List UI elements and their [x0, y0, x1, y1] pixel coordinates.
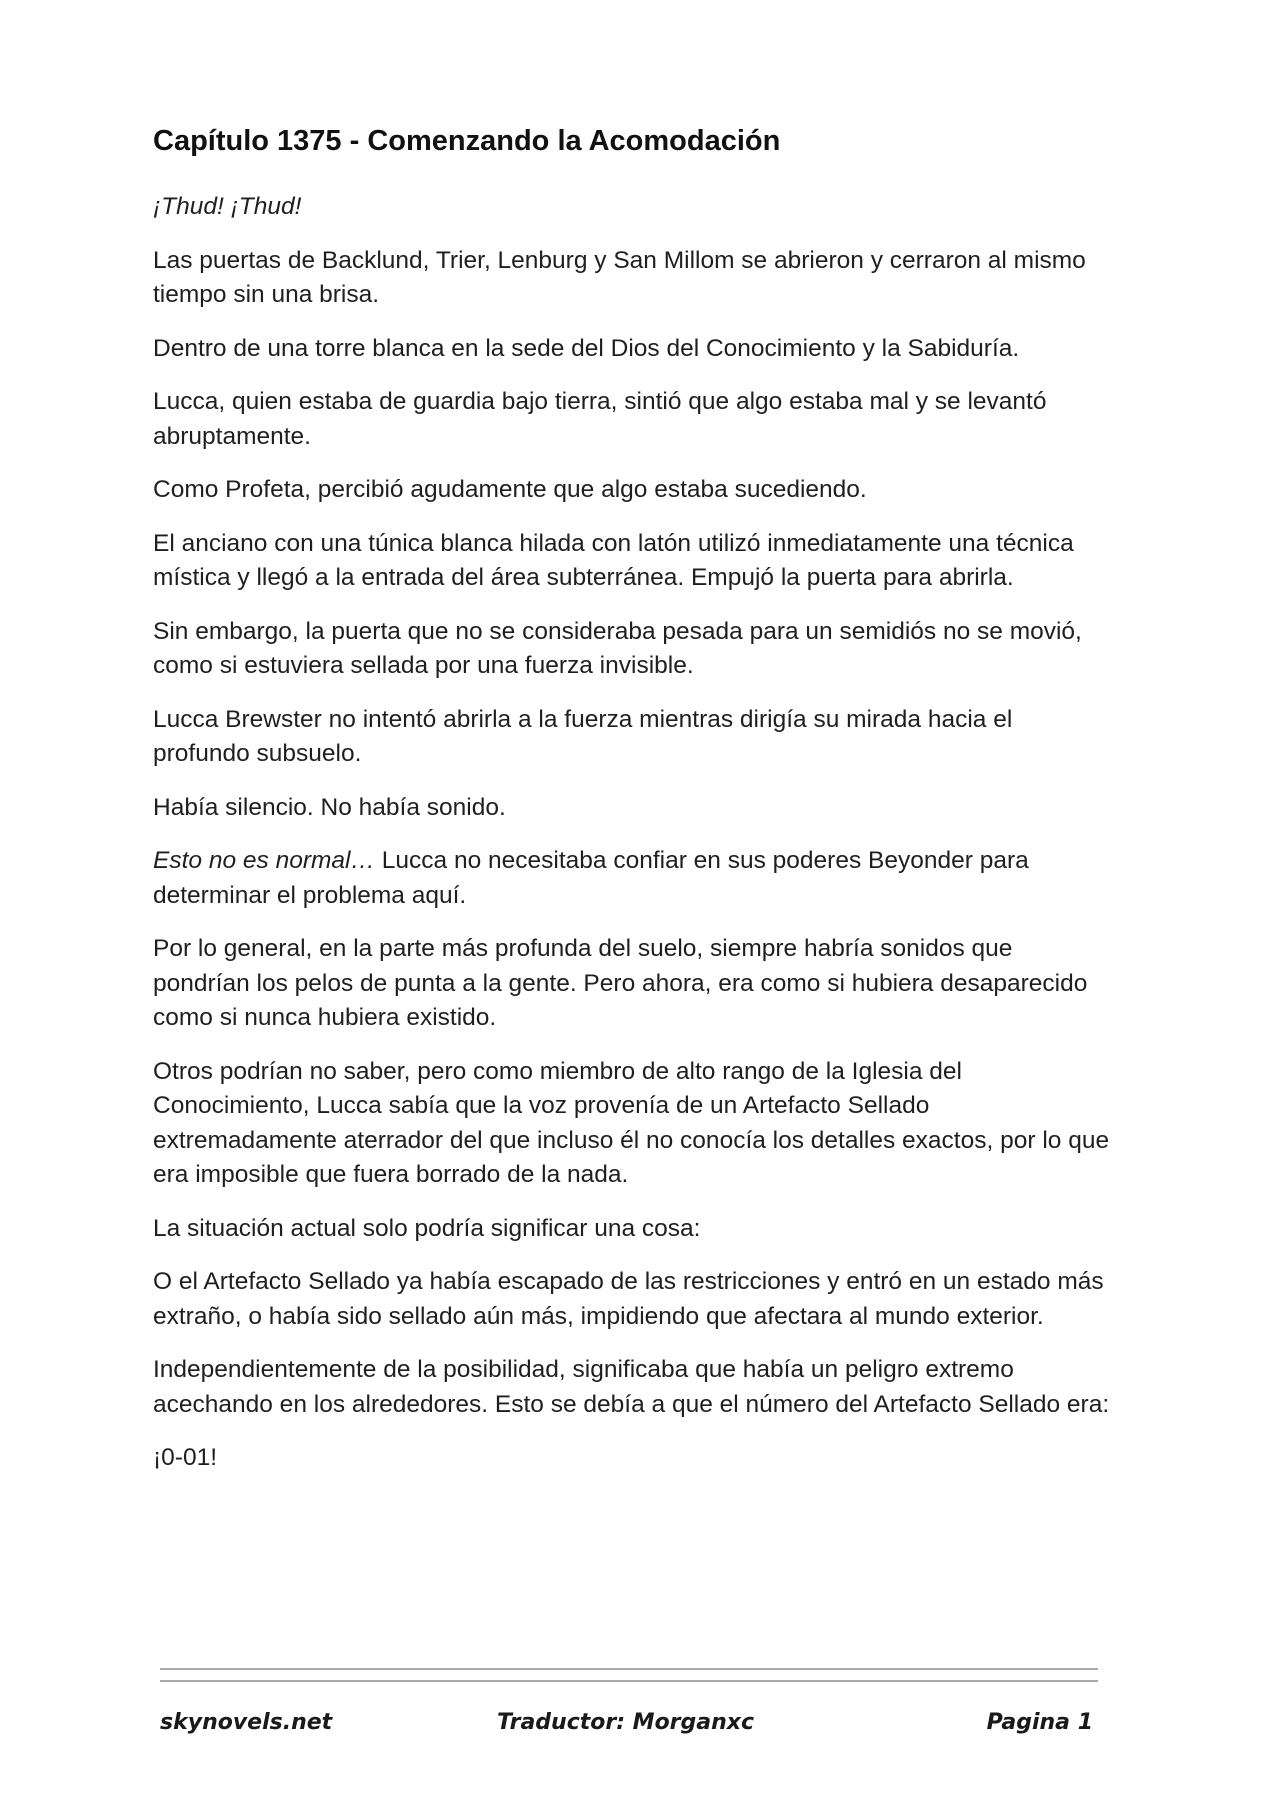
paragraph [153, 332, 1113, 367]
paragraph-text: El anciano con una túnica blanca hilada con latón utilizó inmediatamente una técnica mística y llegó a la entrada del área subterránea. Empujó la puerta para abrirla. [153, 529, 1074, 591]
footer-divider-top [160, 1668, 1098, 1670]
paragraph [153, 527, 1113, 596]
paragraph [153, 1212, 1113, 1247]
paragraph-italic-lead: Esto no es normal… [153, 847, 375, 874]
paragraph-list [153, 190, 1113, 1476]
paragraph-text: ¡0-01! [153, 1444, 218, 1471]
paragraph-text: La situación actual solo podría significar una cosa: [153, 1214, 701, 1242]
paragraph [153, 703, 1113, 772]
paragraph-text: Lucca Brewster no intentó abrirla a la fuerza mientras dirigía su mirada hacia el profundo subsuelo. [153, 705, 1013, 767]
paragraph [153, 844, 1113, 913]
paragraph [153, 1441, 1113, 1476]
paragraph [153, 1353, 1113, 1422]
paragraph-text: O el Artefacto Sellado ya había escapado de las restricciones y entró en un estado más extraño, o había sido sellado aún más, impidiendo que afectara al mundo exterior. [153, 1268, 1104, 1330]
paragraph [153, 385, 1113, 454]
paragraph-text: Por lo general, en la parte más profunda del suelo, siempre habría sonidos que pondrían los pelos de punta a la gente. Pero ahora, era como si hubiera desaparecido como si nunca hubiera existido. [153, 935, 1088, 1031]
paragraph-text: Lucca, quien estaba de guardia bajo tierra, sintió que algo estaba mal y se levantó abruptamente. [153, 388, 1047, 450]
paragraph-text: Había silencio. No había sonido. [153, 793, 506, 821]
paragraph-text: Como Profeta, percibió agudamente que algo estaba sucediendo. [153, 476, 867, 503]
page-footer [160, 1710, 1093, 1750]
paragraph [153, 791, 1113, 826]
paragraph-text: Lucca no necesitaba confiar en sus poderes Beyonder para determinar el problema aquí. [153, 847, 1029, 909]
chapter-title: Capítulo 1375 - Comenzando la Acomodación [153, 125, 781, 157]
paragraph-text: Sin embargo, la puerta que no se consideraba pesada para un semidiós no se movió, como si estuviera sellada por una fuerza invisible. [153, 617, 1082, 679]
paragraph-text: Las puertas de Backlund, Trier, Lenburg y San Millom se abrieron y cerraron al mismo tiempo sin una brisa. [153, 246, 1086, 308]
footer-divider-bottom [160, 1680, 1098, 1682]
paragraph [153, 1265, 1113, 1334]
footer-translator: Traductor: Morganxc [497, 1710, 755, 1735]
chapter-content [153, 120, 1113, 1495]
footer-site: skynovels.net [160, 1710, 333, 1735]
paragraph [153, 932, 1113, 1036]
paragraph [153, 473, 1113, 508]
paragraph-text: Dentro de una torre blanca en la sede del Dios del Conocimiento y la Sabiduría. [153, 334, 1020, 362]
paragraph [153, 615, 1113, 684]
paragraph-text: Independientemente de la posibilidad, significaba que había un peligro extremo acechando en los alrededores. Esto se debía a que el número del Artefacto Sellado era: [153, 1356, 1110, 1418]
footer-page-number: Pagina 1 [986, 1710, 1093, 1735]
paragraph [153, 1055, 1113, 1193]
paragraph [153, 190, 1113, 225]
paragraph [153, 244, 1113, 313]
paragraph-text: Otros podrían no saber, pero como miembro de alto rango de la Iglesia del Conocimiento, Lucca sabía que la voz provenía de un Artefacto Sellado extremadamente aterrador del que incluso él no conocía los detalles exactos, por lo que era imposible que fuera borrado de la nada. [153, 1057, 1110, 1188]
paragraph-italic-lead: ¡Thud! ¡Thud! [153, 193, 302, 220]
